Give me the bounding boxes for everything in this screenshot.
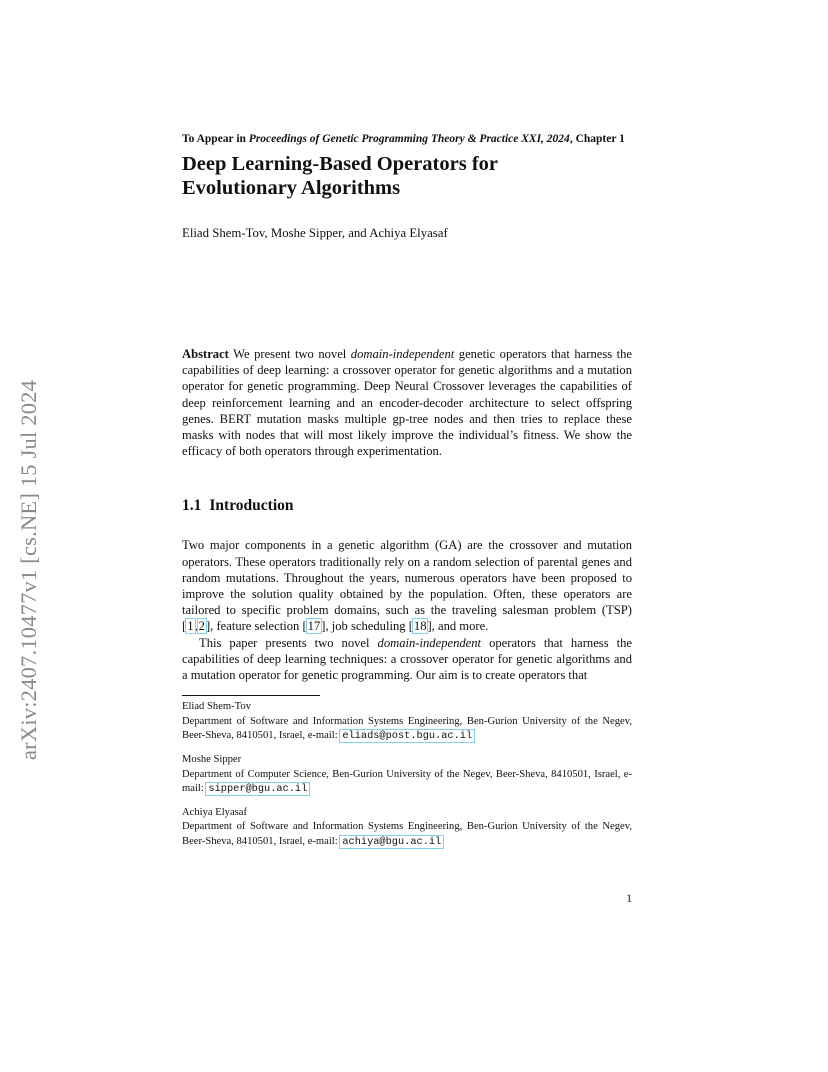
intro-p1-text-c: ], job scheduling [ <box>321 619 413 634</box>
citation-link-17[interactable]: 17 <box>307 619 321 634</box>
paper-title-line-1: Deep Learning-Based Operators for <box>182 153 498 175</box>
intro-p2-emphasis: domain-independent <box>377 635 482 650</box>
page-content <box>182 130 632 859</box>
intro-p1-text-a: Two major components in a genetic algorithm (GA) are the crossover and mutation operators. These operators traditionally rely on a random selection of parental genes and random mutations. Throughout the years, numerous operators have been proposed to improve the solution quality obtained by the population. Often, these operators are tailored to specific problem domains, such as the traveling salesman problem (TSP) [ <box>182 538 632 634</box>
footnote-author-name: Moshe Sipper <box>182 754 242 766</box>
footnote-affiliation: Department of Computer Science, Ben-Gurion University of the Negev, Beer-Sheva, 8410501, Israel, e-mail: <box>182 768 632 795</box>
abstract-emphasis: domain-independent <box>350 347 455 361</box>
intro-paragraph-1 <box>182 537 632 634</box>
intro-p1-text-b: ], feature selection [ <box>205 619 307 634</box>
citation-separator: , <box>194 619 198 634</box>
section-title: Introduction <box>209 497 294 515</box>
page-number: 1 <box>626 893 632 905</box>
intro-paragraph-2 <box>182 635 632 684</box>
publication-note-suffix: , Chapter 1 <box>569 133 625 145</box>
paper-title <box>182 152 632 200</box>
arxiv-identifier-stamp[interactable]: arXiv:2407.10477v1 [cs.NE] 15 Jul 2024 <box>16 379 41 760</box>
abstract-text-2: genetic operators that harness the capabilities of deep learning: a crossover operator for genetic algorithms and a mutation operator for genetic programming. Deep Neural Crossover leverages the capabilities of deep reinforcement learning and an encoder-decoder architecture to select offspring genes. BERT mutation masks multiple gp-tree nodes and then tries to replace these masks with nodes that will most likely improve the individual’s fitness. We show the efficacy of both operators through experimentation. <box>182 347 632 459</box>
footnote-author-1 <box>182 700 632 744</box>
publication-note-prefix: To Appear in <box>182 133 249 145</box>
abstract <box>182 346 632 459</box>
email-link[interactable]: achiya@bgu.ac.il <box>342 836 442 848</box>
citation-link-1[interactable]: 1 <box>187 619 194 634</box>
author-footnotes <box>182 700 632 849</box>
section-number: 1.1 <box>182 497 202 515</box>
email-link[interactable]: eliads@post.bgu.ac.il <box>342 730 473 743</box>
abstract-text-1: We present two novel <box>228 347 351 361</box>
footnote-author-name: Eliad Shem-Tov <box>182 701 251 713</box>
footnote-author-3 <box>182 806 632 850</box>
paper-title-line-2: Evolutionary Algorithms <box>182 177 401 199</box>
section-heading-introduction <box>182 497 632 515</box>
email-link[interactable]: sipper@bgu.ac.il <box>208 783 308 796</box>
introduction-body <box>182 537 632 683</box>
intro-p2-text-b: operators that harness the capabilities of deep learning techniques: a crossover operator for genetic algorithms and a mutation operator for genetic programming. Our aim is to create operators that <box>182 635 632 683</box>
footnote-affiliation: Department of Software and Information Systems Engineering, Ben-Gurion University of the Negev, Beer-Sheva, 8410501, Israel, e-mail: <box>182 821 632 847</box>
footnote-affiliation: Department of Software and Information Systems Engineering, Ben-Gurion University of the Negev, Beer-Sheva, 8410501, Israel, e-mail: <box>182 715 632 742</box>
author-list: Eliad Shem-Tov, Moshe Sipper, and Achiya Elyasaf <box>182 226 448 240</box>
footnote-author-2 <box>182 753 632 797</box>
footnote-author-name: Achiya Elyasaf <box>182 806 248 818</box>
citation-link-18[interactable]: 18 <box>413 619 427 634</box>
publication-note <box>182 130 632 148</box>
intro-p1-text-d: ], and more. <box>427 619 489 634</box>
publication-venue: Proceedings of Genetic Programming Theory & Practice XXI, 2024 <box>248 133 570 145</box>
abstract-label: Abstract <box>182 347 229 361</box>
footnote-divider <box>182 695 320 696</box>
citation-link-2[interactable]: 2 <box>198 619 205 634</box>
intro-p2-text-a: This paper presents two novel <box>199 635 378 650</box>
